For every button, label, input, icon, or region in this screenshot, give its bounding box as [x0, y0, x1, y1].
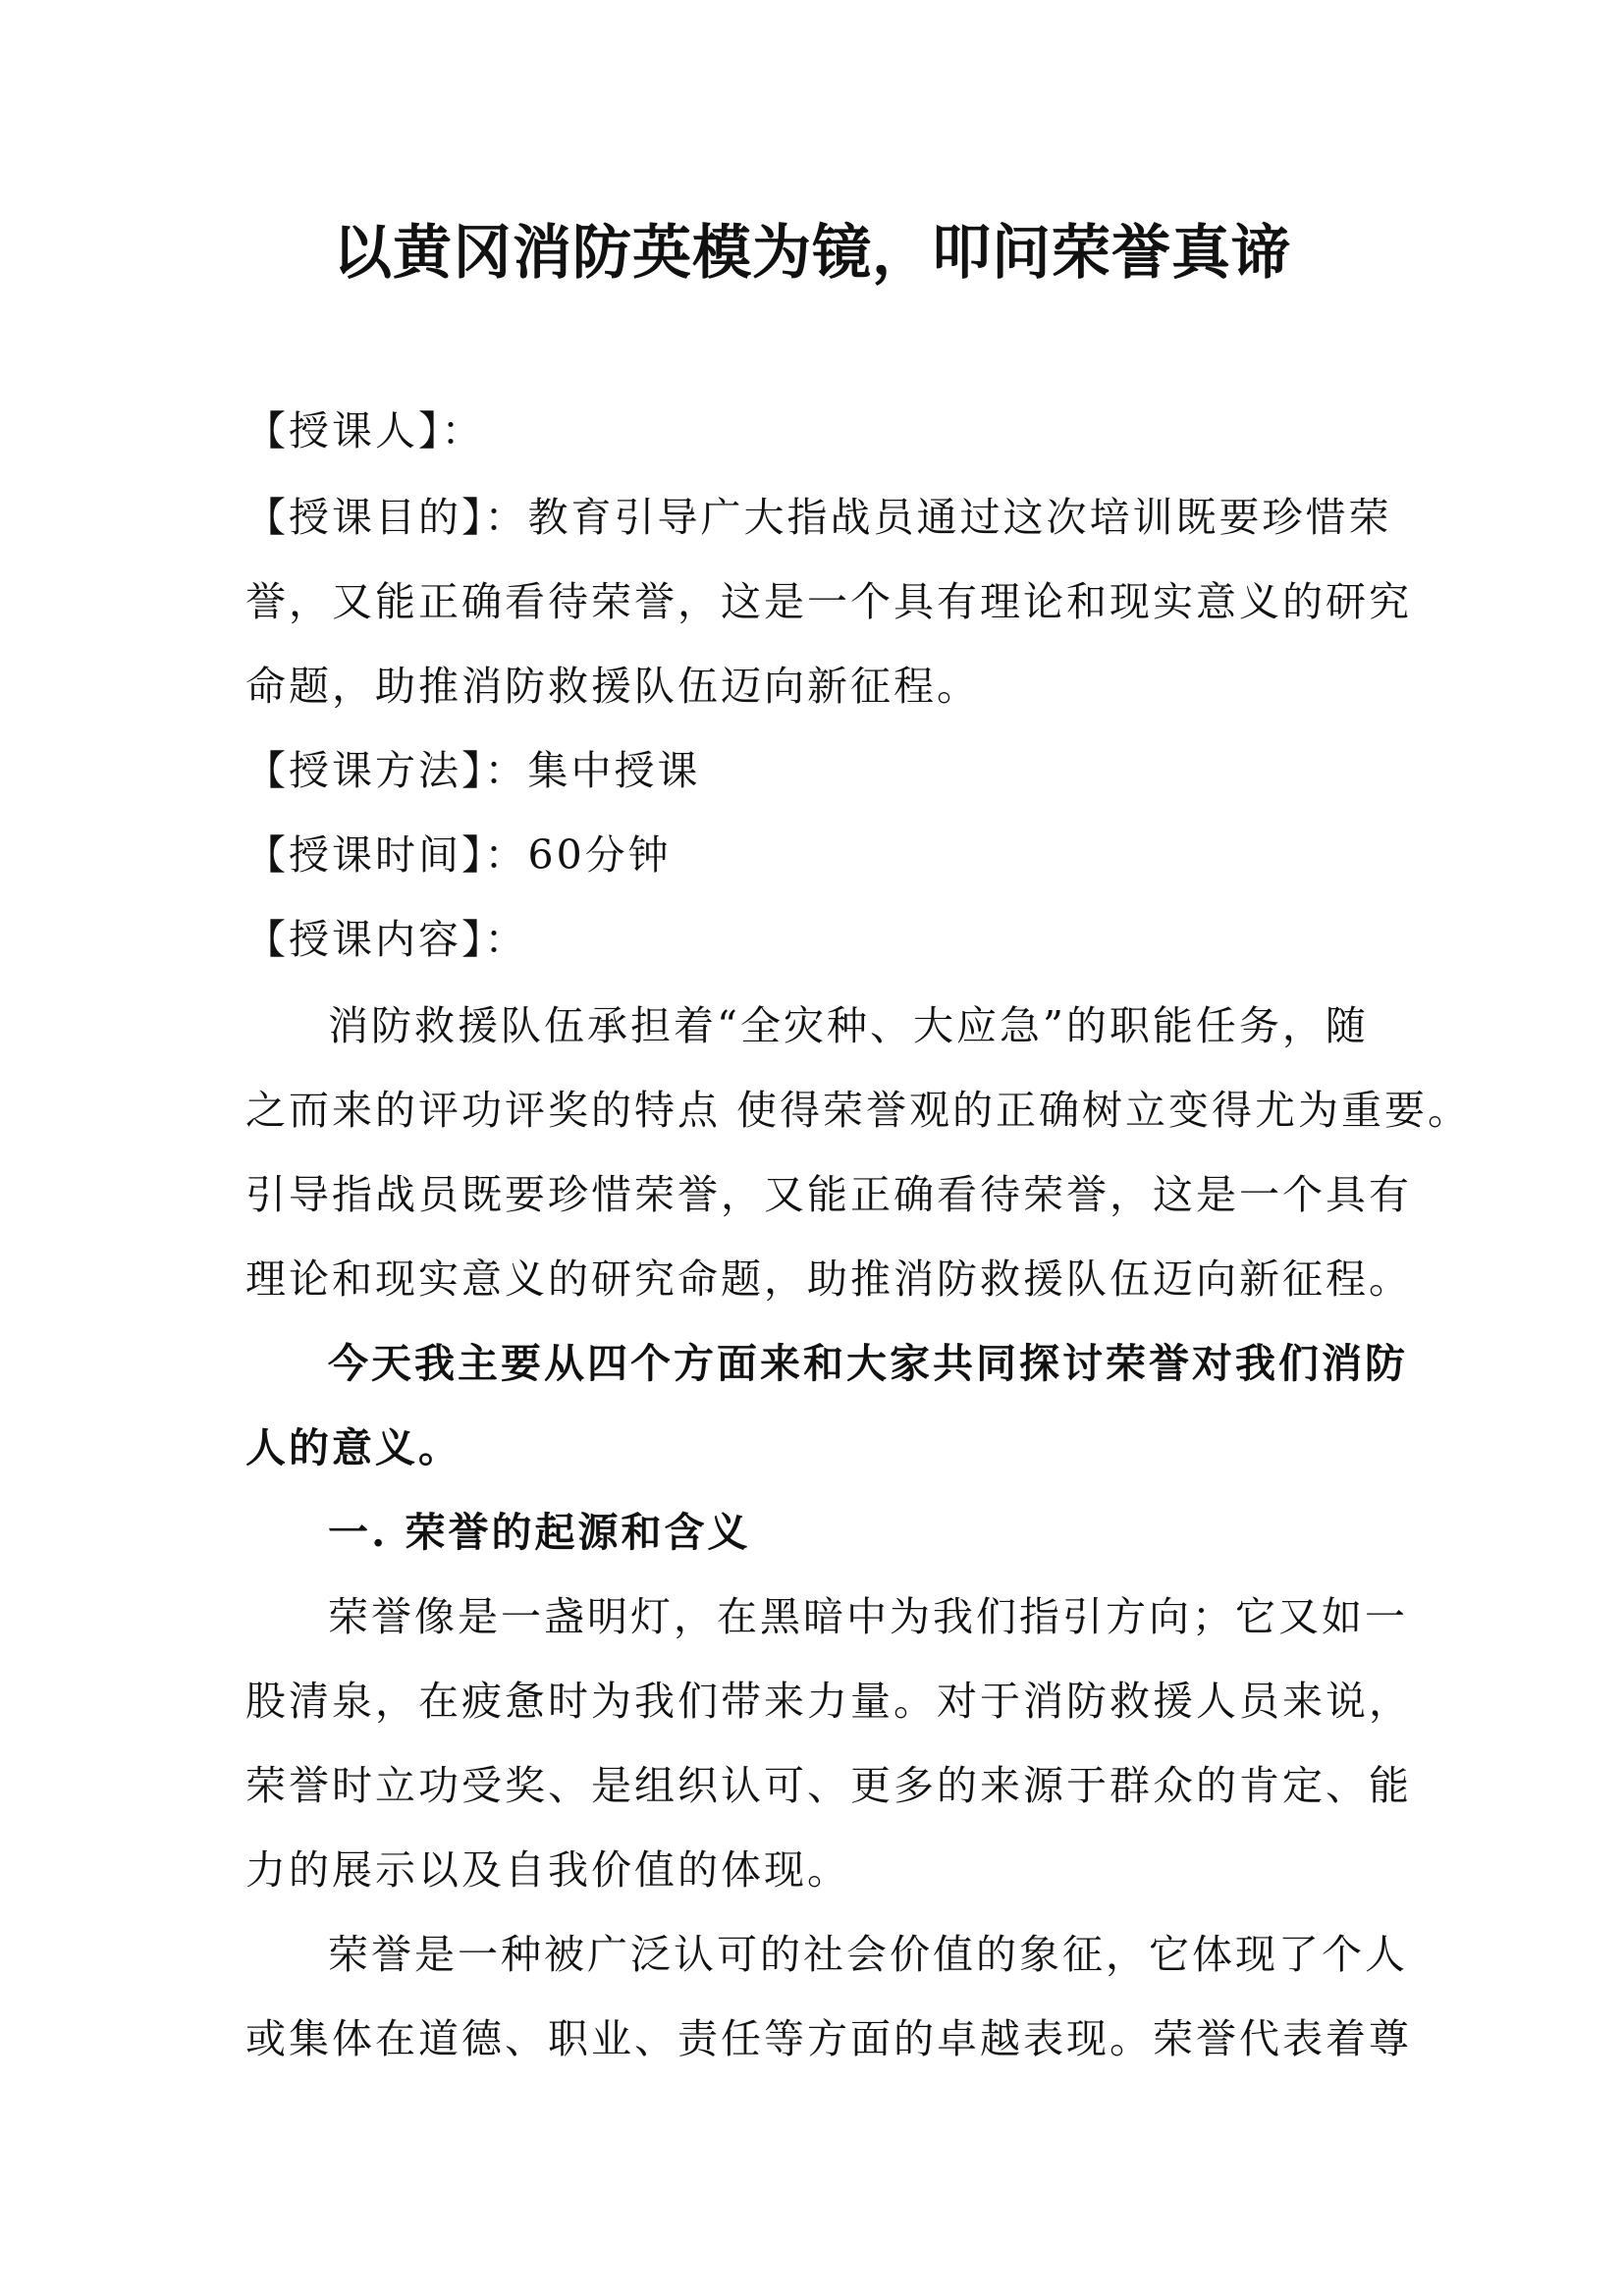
- section-heading-1: 一. 荣誉的起源和含义: [328, 1509, 751, 1556]
- outline-paragraph-line-1: 今天我主要从四个方面来和大家共同探讨荣誉对我们消防: [328, 1340, 1408, 1387]
- intro-paragraph-line-1: 消防救援队伍承担着“全灾种、大应急”的职能任务，随: [328, 1002, 1369, 1049]
- content-label-line: 【授课内容】：: [245, 916, 528, 963]
- method-line: 【授课方法】：集中授课: [245, 747, 701, 794]
- document-title: 以黄冈消防英模为镜，叩问荣誉真谛: [333, 219, 1291, 288]
- section1-paragraph1-line-3: 荣誉时立功受奖、是组织认可、更多的来源于群众的肯定、能: [245, 1762, 1412, 1809]
- intro-paragraph-line-4: 理论和现实意义的研究命题，助推消防救援队伍迈向新征程。: [245, 1255, 1412, 1303]
- purpose-line-1: 【授课目的】：教育引导广大指战员通过这次培训既要珍惜荣: [245, 494, 1392, 541]
- section1-paragraph1-line-2: 股清泉，在疲惫时为我们带来力量。对于消防救援人员来说，: [245, 1678, 1412, 1725]
- section1-paragraph2-line-1: 荣誉是一种被广泛认可的社会价值的象征，它体现了个人: [328, 1931, 1408, 1978]
- purpose-line-3: 命题，助推消防救援队伍迈向新征程。: [245, 663, 980, 710]
- lecturer-line: 【授课人】：: [245, 407, 485, 454]
- section1-paragraph2-line-2: 或集体在道德、职业、责任等方面的卓越表现。荣誉代表着尊: [245, 2015, 1412, 2062]
- section1-paragraph1-line-1: 荣誉像是一盏明灯，在黑暗中为我们指引方向；它又如一: [328, 1593, 1408, 1640]
- duration-line: 【授课时间】：60分钟: [245, 831, 672, 879]
- purpose-line-2: 誉，又能正确看待荣誉，这是一个具有理论和现实意义的研究: [245, 578, 1412, 625]
- intro-paragraph-line-2: 之而来的评功评奖的特点 使得荣誉观的正确树立变得尤为重要。: [245, 1087, 1472, 1134]
- intro-paragraph-line-3: 引导指战员既要珍惜荣誉，又能正确看待荣誉，这是一个具有: [245, 1171, 1412, 1218]
- section1-paragraph1-line-4: 力的展示以及自我价值的体现。: [245, 1846, 850, 1894]
- outline-paragraph-line-2: 人的意义。: [245, 1424, 461, 1471]
